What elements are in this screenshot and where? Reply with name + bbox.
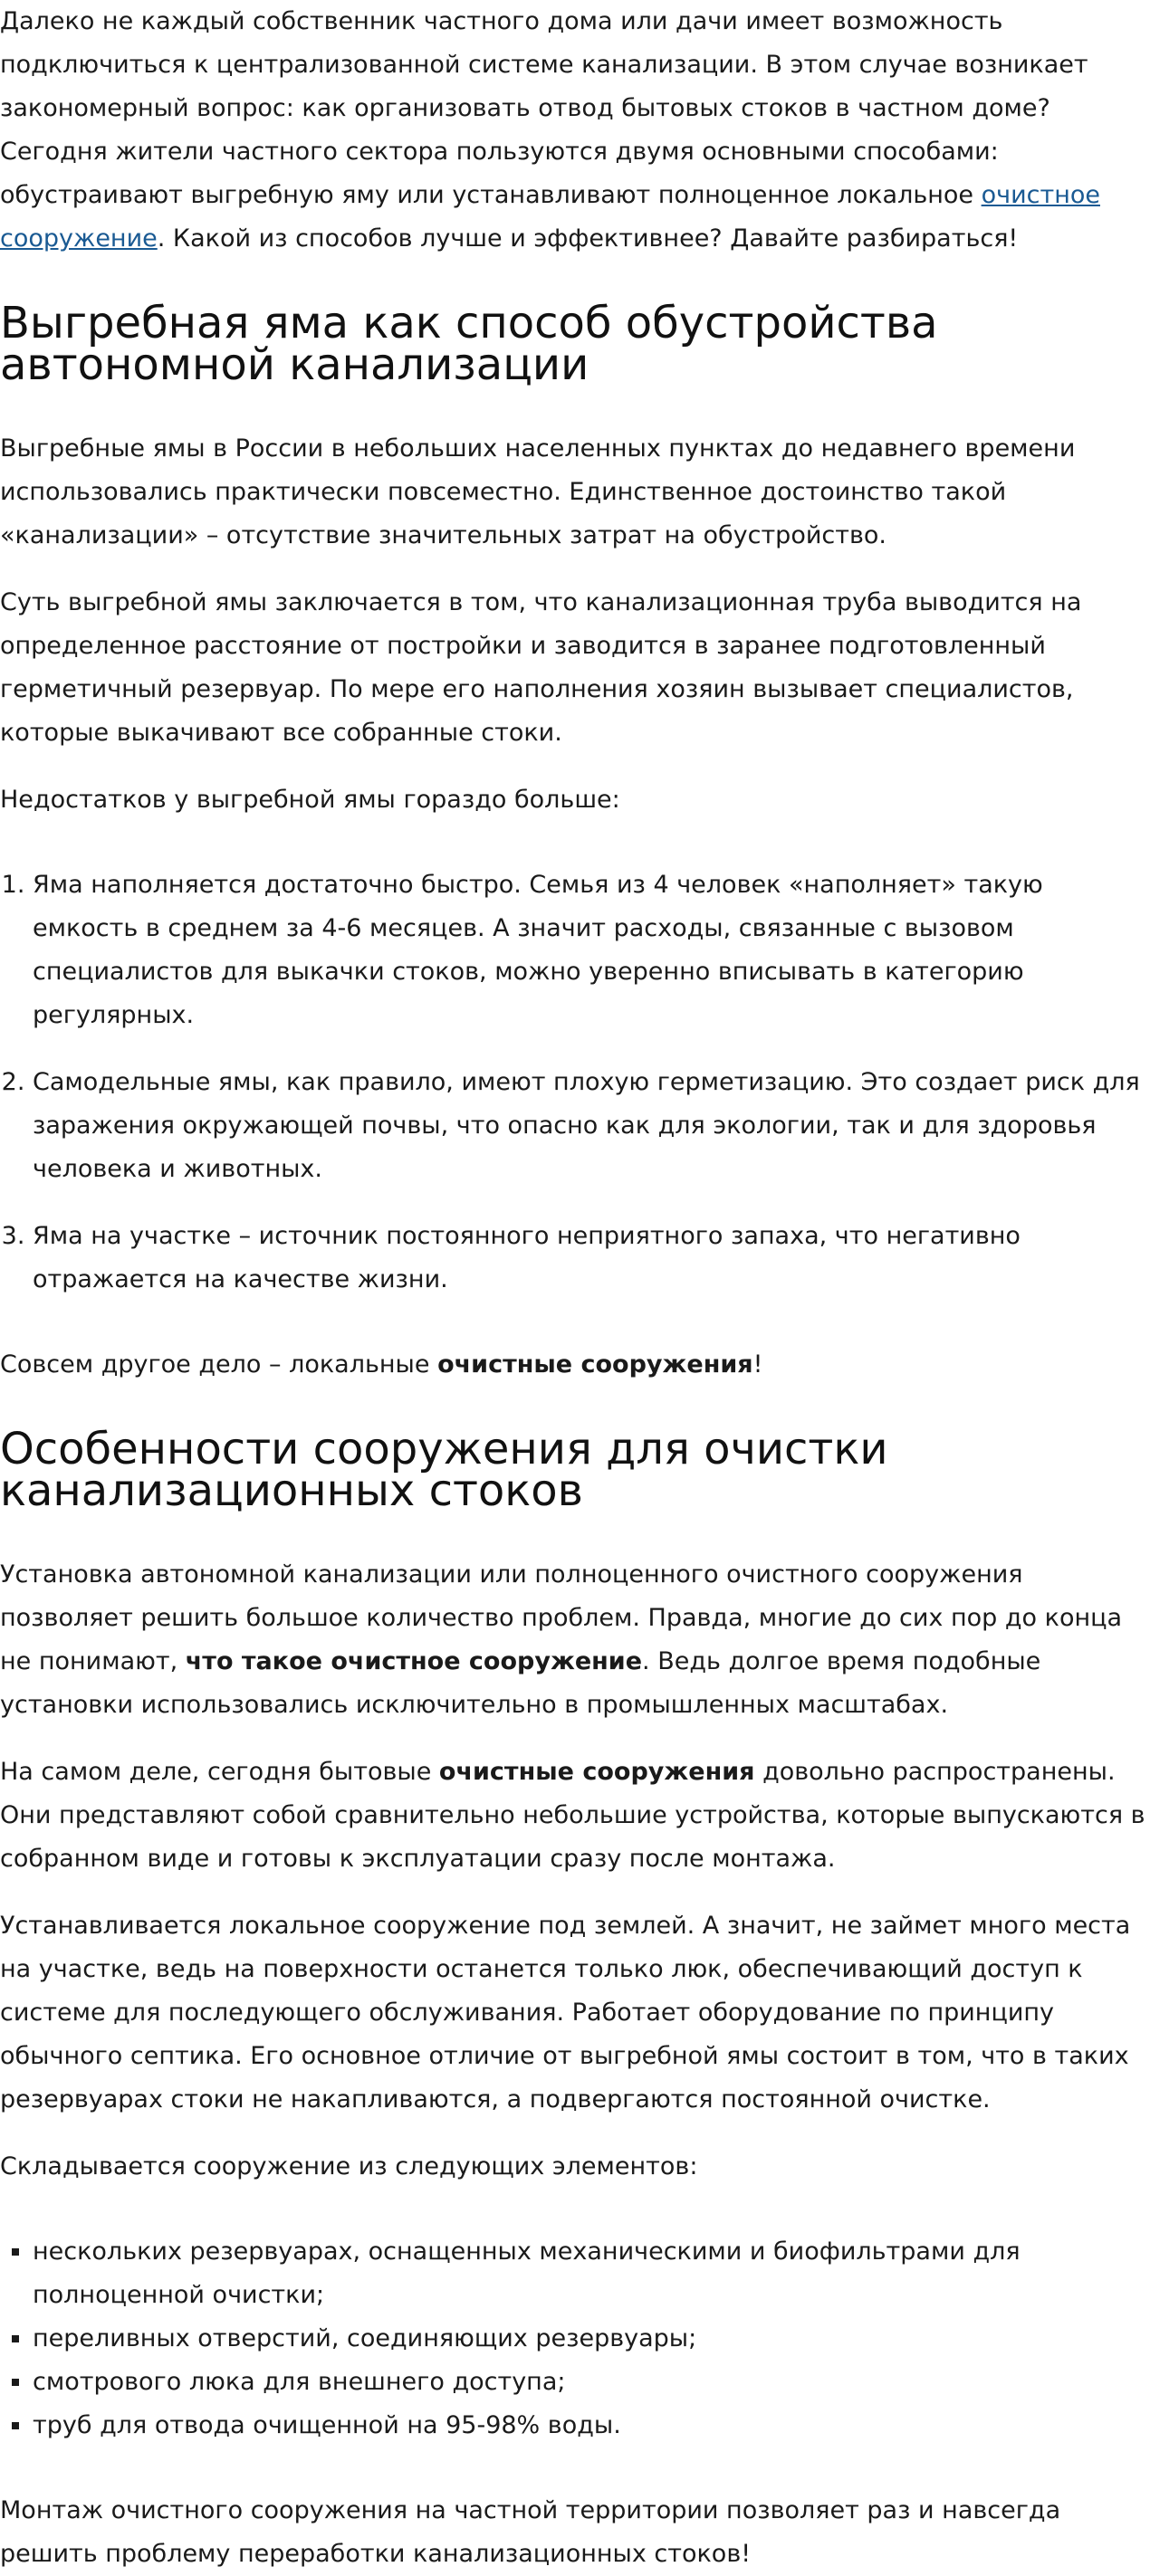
- treatment-facility-link[interactable]: очистное сооружение: [0, 181, 1100, 253]
- facility-p1-bold: что такое очистное сооружение: [185, 1647, 643, 1675]
- facility-p2-part1: На самом деле, сегодня бытовые: [0, 1758, 439, 1786]
- cesspool-paragraph-1: Выгребные ямы в России в небольших населенных пунктах до недавнего времени использовались практически повсеместно. Единственное достоинство такой «канализации» – отсутствие значительных затрат на обустройство.: [0, 434, 1076, 549]
- facility-elements-list: [0, 2230, 1150, 2447]
- closing-text-part2: !: [752, 1350, 763, 1379]
- section-title-treatment-facility: Особенности сооружения для очистки канализационных стоков: [0, 1424, 888, 1516]
- cesspool-closing-paragraph: [0, 1343, 1150, 1387]
- list-item: 3. Яма на участке – источник постоянного неприятного запаха, что негативно отражается на качестве жизни.: [33, 1215, 1150, 1302]
- facility-p1-part1: Установка автономной канализации или полноценного очистного сооружения позволяет решить большое количество проблем. Правда, многие до сих пор до конца не понимают,: [0, 1560, 1123, 1675]
- cesspool-paragraph-2: Суть выгребной ямы заключается в том, что канализационная труба выводится на определенное расстояние от постройки и заводится в заранее подготовленный герметичный резервуар. По мере его наполнения хозяин вызывает специалистов, которые выкачивают все собранные стоки.: [0, 588, 1082, 747]
- facility-p1-part2: . Ведь долгое время подобные установки использовались исключительно в промышленных масштабах.: [0, 1647, 1041, 1719]
- list-item: ▪ переливных отверстий, соединяющих резервуары;: [33, 2317, 1150, 2361]
- intro-paragraph: [0, 0, 1150, 261]
- list-item: ▪ труб для отвода очищенной на 95-98% воды.: [33, 2404, 1150, 2447]
- facility-p2-bold: очистные сооружения: [438, 1758, 755, 1786]
- facility-paragraph-5: Монтаж очистного сооружения на частной территории позволяет раз и навсегда решить проблему переработки канализационных стоков!: [0, 2496, 1061, 2568]
- list-item: 2. Самодельные ямы, как правило, имеют плохую герметизацию. Это создает риск для заражения окружающей почвы, что опасно как для экологии, так и для здоровья человека и животных.: [33, 1061, 1150, 1191]
- intro-text-part1: Далеко не каждый собственник частного дома или дачи имеет возможность подключиться к централизованной системе канализации. В этом случае возникает закономерный вопрос: как организовать отвод бытовых стоков в частном доме? Сегодня жители частного сектора пользуются двумя основными способами: обустраивают выгребную яму или устанавливают полноценное локальное: [0, 7, 1088, 209]
- facility-paragraph-4: Складывается сооружение из следующих элементов:: [0, 2152, 698, 2180]
- intro-text-part2: . Какой из способов лучше и эффективнее? Давайте разбираться!: [157, 224, 1019, 253]
- section-title-cesspool: Выгребная яма как способ обустройства автономной канализации: [0, 298, 938, 390]
- list-item: ▪ нескольких резервуарах, оснащенных механическими и биофильтрами для полноценной очистки;: [33, 2230, 1150, 2317]
- facility-paragraph-2: [0, 1751, 1150, 1881]
- closing-text-part1: Совсем другое дело – локальные: [0, 1350, 438, 1379]
- closing-bold-text: очистные сооружения: [437, 1350, 753, 1379]
- list-item: 1. Яма наполняется достаточно быстро. Семья из 4 человек «наполняет» такую емкость в среднем за 4-6 месяцев. А значит расходы, связанные с вызовом специалистов для выкачки стоков, можно уверенно вписывать в категорию регулярных.: [33, 863, 1150, 1037]
- cesspool-drawbacks-list: [0, 863, 1150, 1302]
- list-item: ▪ смотрового люка для внешнего доступа;: [33, 2361, 1150, 2404]
- facility-p2-part2: довольно распространены. Они представляют собой сравнительно небольшие устройства, которые выпускаются в собранном виде и готовы к эксплуатации сразу после монтажа.: [0, 1758, 1145, 1873]
- facility-paragraph-3: Устанавливается локальное сооружение под землей. А значит, не займет много места на участке, ведь на поверхности останется только люк, обеспечивающий доступ к системе для последующего обслуживания. Работает оборудование по принципу обычного септика. Его основное отличие от выгребной ямы состоит в том, что в таких резервуарах стоки не накапливаются, а подвергаются постоянной очистке.: [0, 1912, 1131, 2113]
- facility-paragraph-1: [0, 1553, 1150, 1727]
- cesspool-paragraph-3: Недостатков у выгребной ямы гораздо больше:: [0, 786, 620, 814]
